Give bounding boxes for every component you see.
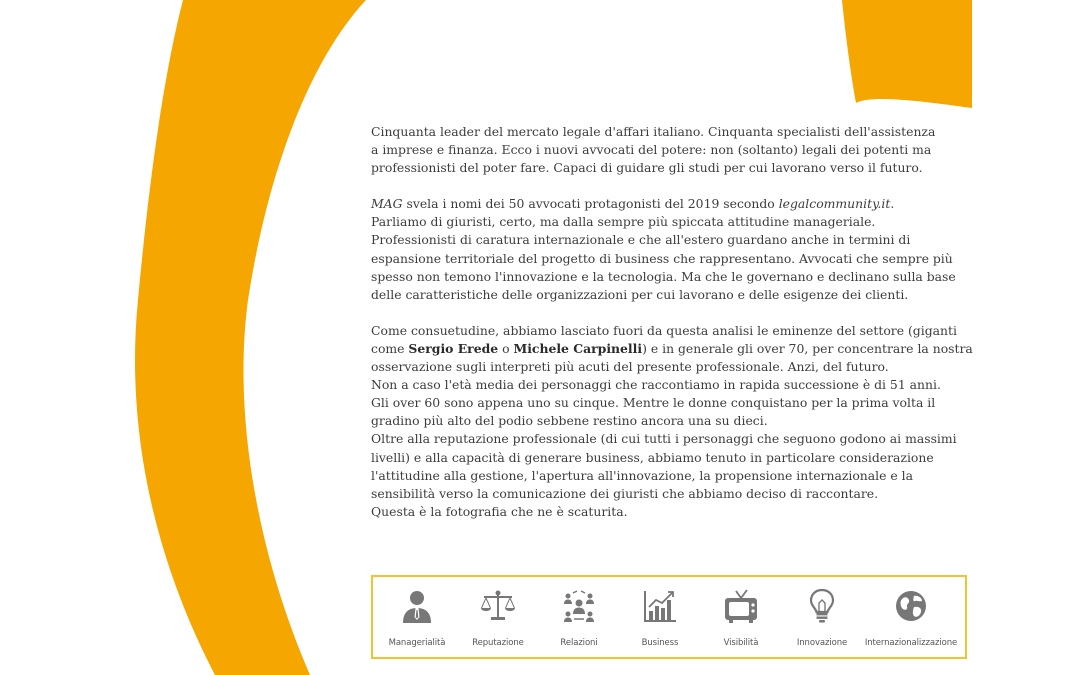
manager-icon — [398, 587, 436, 625]
text-line: professionisti del poter fare. Capaci di guidare gli studi per cui lavorano verso il futuro. — [371, 160, 923, 176]
scales-icon — [479, 587, 517, 625]
text-line: Oltre alla reputazione professionale (di cui tutti i personaggi che seguono godono ai massimi — [371, 431, 957, 447]
category-label: Relazioni — [560, 638, 598, 648]
globe-icon — [892, 587, 930, 625]
text-fragment: ) e in generale gli over 70, per concentrare la nostra — [642, 340, 973, 356]
category-reputazione — [462, 577, 534, 657]
text-line: livelli) e alla capacità di generare business, abbiamo tenuto in particolare considerazione — [371, 449, 934, 465]
category-label: Internazionalizzazione — [864, 638, 958, 648]
text-fragment: o — [498, 340, 514, 356]
text-line: l'attitudine alla gestione, l'apertura all'innovazione, la propensione internazionale e la — [371, 467, 914, 483]
category-internazionalizzazione — [864, 577, 958, 657]
text-line: gradino più alto del podio sebbene restino ancora una su dieci. — [371, 413, 768, 429]
text-line: delle caratteristiche delle organizzazioni per cui lavorano e delle esigenze dei clienti. — [371, 286, 909, 302]
orange-arc-shape — [135, 0, 366, 675]
text-line: Come consuetudine, abbiamo lasciato fuori da questa analisi le eminenze del settore (giganti — [371, 322, 957, 338]
lightbulb-icon — [803, 587, 841, 625]
category-innovazione — [786, 577, 858, 657]
text-line: sensibilità verso la comunicazione dei giuristi che abbiamo deciso di raccontare. — [371, 485, 879, 501]
person-name: Michele Carpinelli — [513, 340, 643, 356]
mag-paragraph — [371, 195, 956, 304]
category-relazioni — [543, 577, 615, 657]
tv-icon — [722, 587, 760, 625]
text-line: osservazione sugli interpreti più acuti del presente professionale. Anzi, del futuro. — [371, 359, 889, 375]
category-label: Business — [641, 638, 679, 648]
category-label: Reputazione — [472, 638, 524, 648]
text-fragment: svela i nomi dei 50 avvocati protagonisti del 2019 secondo — [402, 196, 779, 212]
text-fragment: come — [371, 340, 409, 356]
text-line: Cinquanta leader del mercato legale d'affari italiano. Cinquanta specialisti dell'assistenza — [371, 124, 936, 139]
text-line: Parliamo di giuristi, certo, ma dalla sempre più spiccata attitudine manageriale. — [371, 214, 876, 230]
method-paragraph — [371, 322, 973, 521]
category-label: Managerialità — [388, 638, 446, 648]
category-business — [624, 577, 696, 657]
orange-corner-shape — [842, 0, 972, 108]
bar-chart-icon — [641, 587, 679, 625]
text-line: Non a caso l'età media dei personaggi che raccontiamo in rapida successione è di 51 anni. — [371, 377, 941, 393]
intro-paragraph — [371, 123, 956, 177]
text-line: spesso non temono l'innovazione e la tecnologia. Ma che le governano e declinano sulla base — [371, 268, 956, 284]
text-line — [371, 195, 956, 213]
category-visibilita — [705, 577, 777, 657]
mag-title: MAG — [371, 196, 403, 212]
category-label: Innovazione — [796, 638, 848, 648]
text-line: espansione territoriale del progetto di business che rappresentano. Avvocati che sempre più — [371, 250, 953, 266]
text-line: a imprese e finanza. Ecco i nuovi avvocati del potere: non (soltanto) legali dei potenti ma — [371, 142, 932, 158]
text-line: Gli over 60 sono appena uno su cinque. Mentre le donne conquistano per la prima volta il — [371, 395, 936, 411]
network-icon — [560, 587, 598, 625]
article-text — [371, 123, 973, 521]
text-line: Questa è la fotografia che ne è scaturita. — [371, 503, 628, 519]
text-fragment: . — [890, 196, 895, 212]
person-name: Sergio Erede — [408, 340, 499, 356]
source-name: legalcommunity.it — [778, 196, 891, 212]
text-line — [371, 340, 973, 358]
category-managerialita — [381, 577, 453, 657]
categories-legend — [371, 575, 967, 659]
category-label: Visibilità — [723, 638, 759, 648]
text-line: Professionisti di caratura internazionale e che all'estero guardano anche in termini di — [371, 232, 911, 248]
